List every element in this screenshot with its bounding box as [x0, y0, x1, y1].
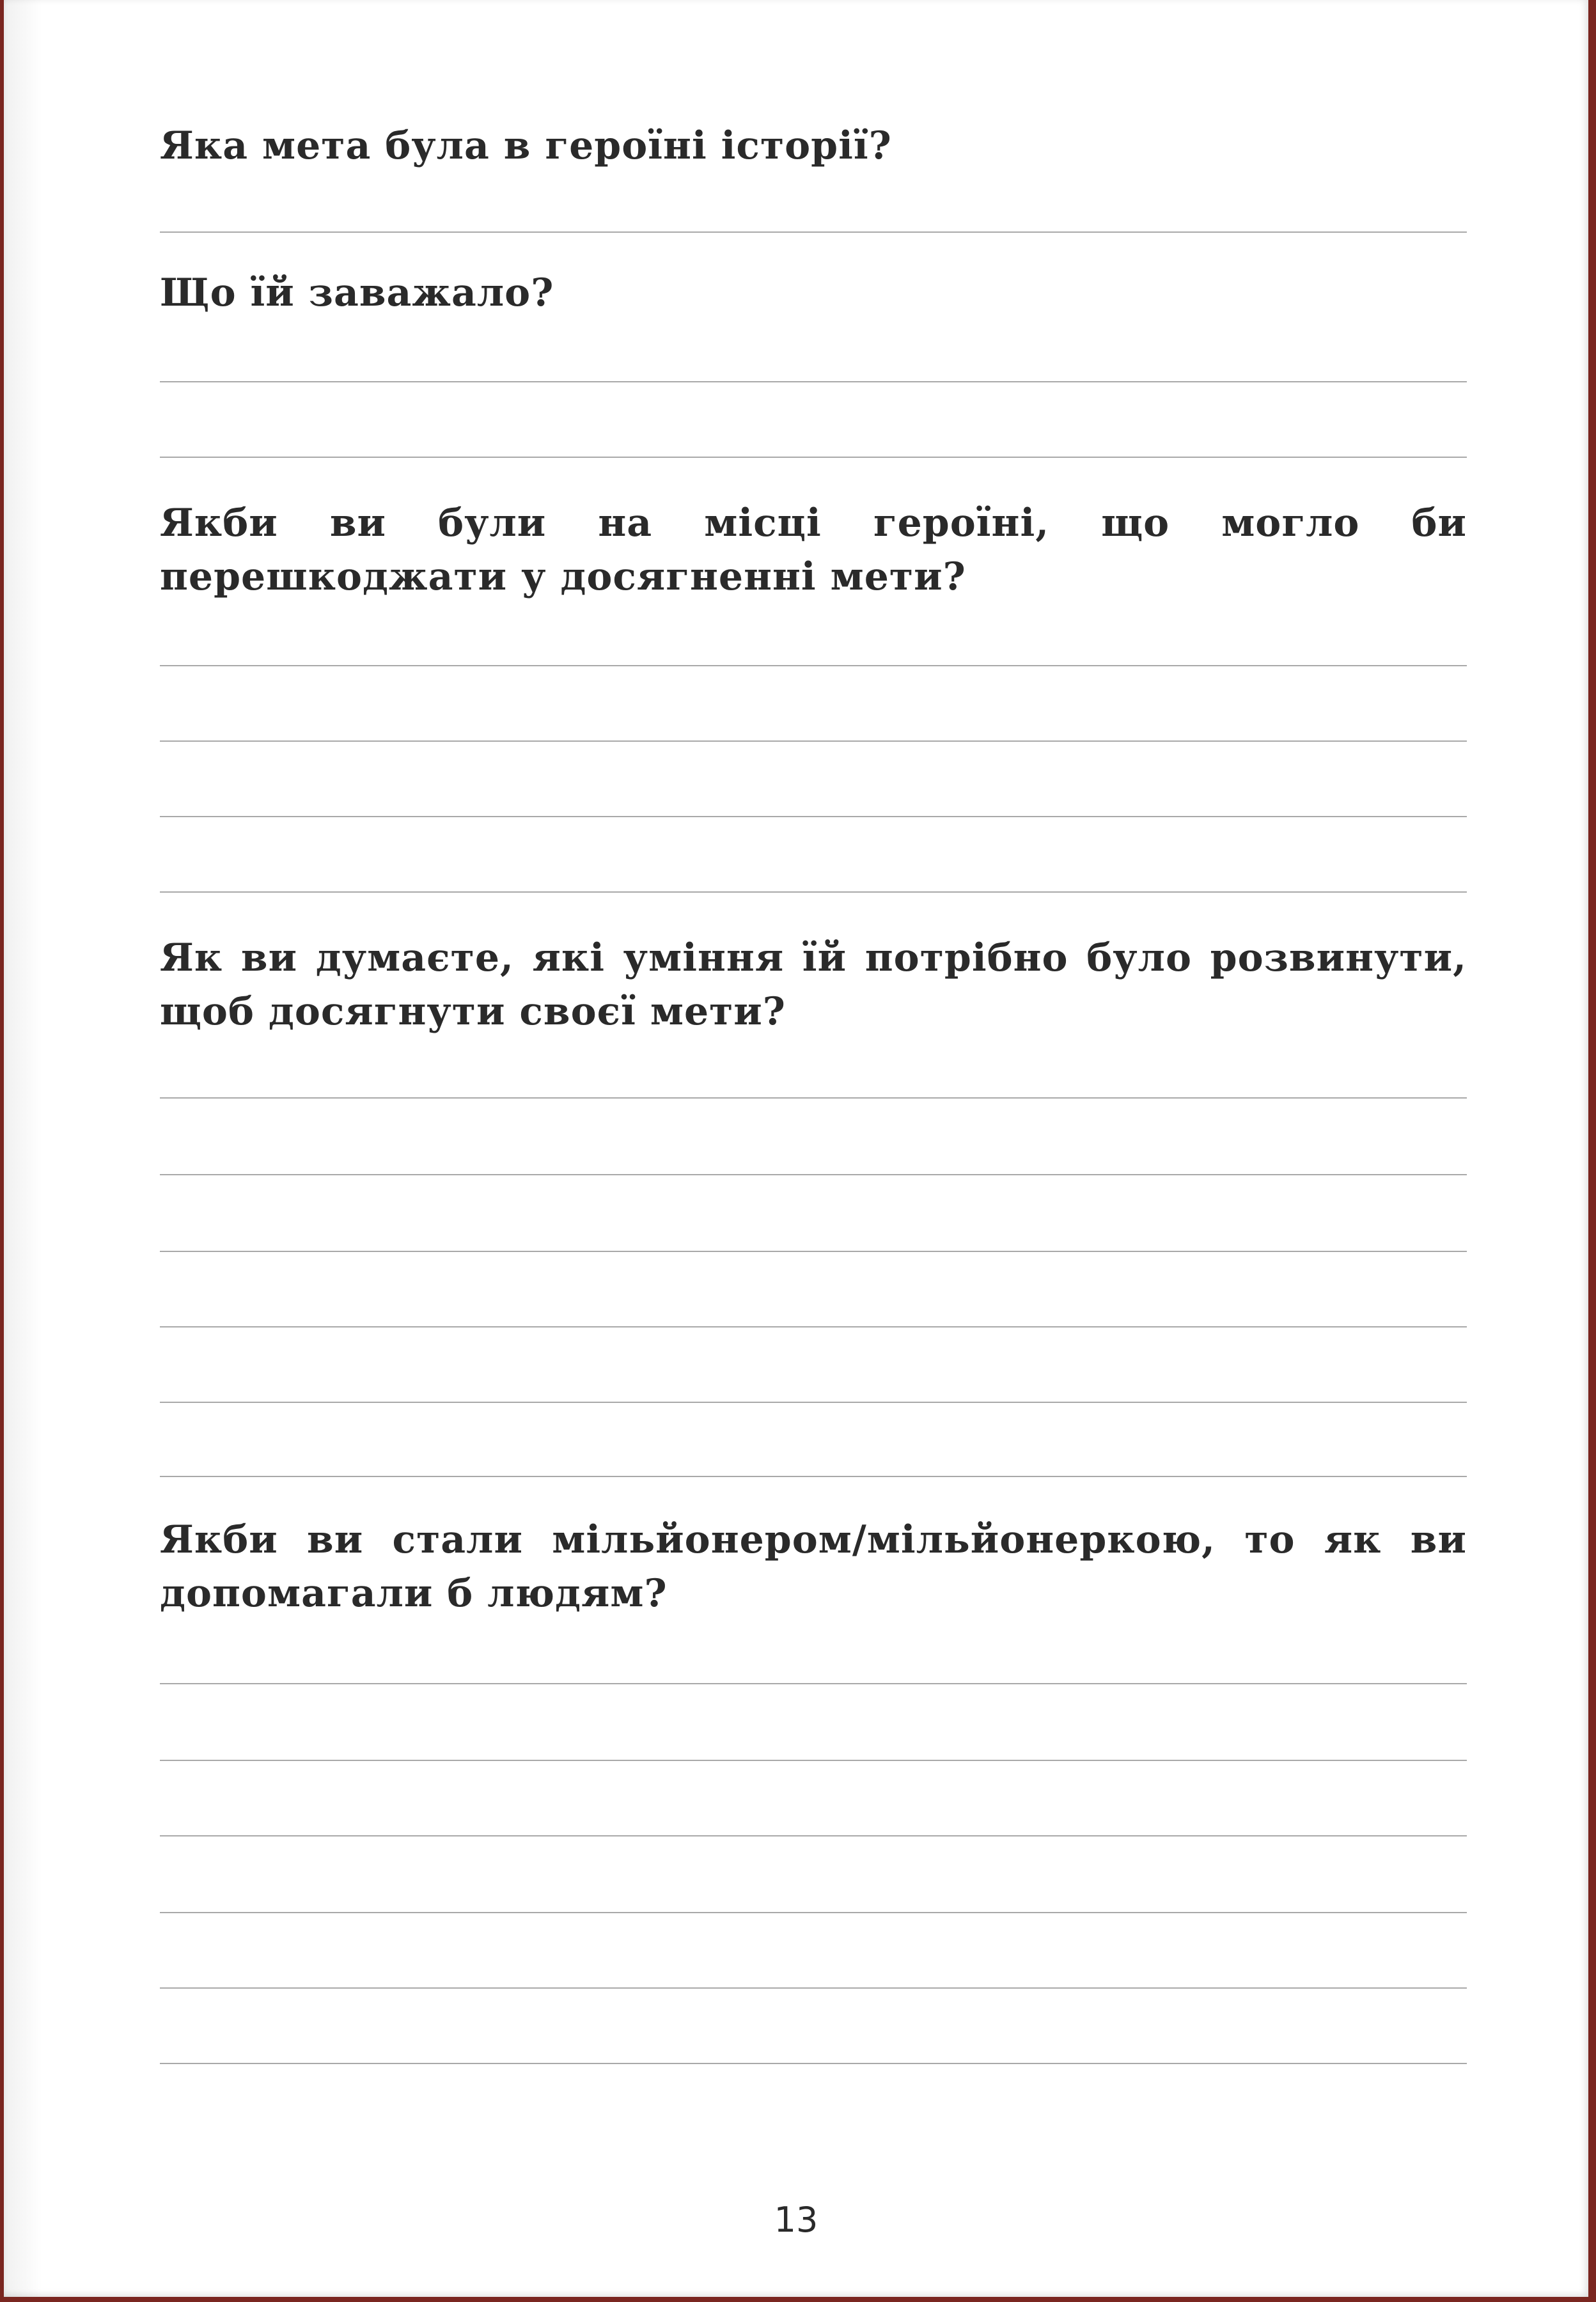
question-4: Як ви думаєте, які уміння їй потрібно було розвинути, щоб досягнути своєї мети? — [160, 936, 1467, 1034]
answer-line — [160, 1174, 1467, 1175]
answer-line — [160, 816, 1467, 817]
answer-line — [160, 2063, 1467, 2064]
answer-line — [160, 1683, 1467, 1684]
answer-line — [160, 891, 1467, 893]
answer-line — [160, 457, 1467, 458]
question-5: Якби ви стали мільйонером/мільйонеркою, то як ви допомагали б людям? — [160, 1517, 1467, 1616]
page-number: 13 — [774, 2200, 818, 2240]
answer-line — [160, 1402, 1467, 1403]
answer-line — [160, 231, 1467, 233]
answer-line — [160, 1835, 1467, 1836]
answer-line — [160, 1760, 1467, 1761]
answer-line — [160, 665, 1467, 666]
question-1: Яка мета була в героїні історії? — [160, 123, 892, 168]
answer-line — [160, 1912, 1467, 1913]
question-2: Що їй заважало? — [160, 270, 554, 315]
answer-line — [160, 740, 1467, 742]
answer-line — [160, 1326, 1467, 1327]
answer-line — [160, 1476, 1467, 1477]
page-content — [4, 0, 1588, 2297]
workbook-page — [4, 0, 1588, 2297]
answer-line — [160, 1097, 1467, 1099]
answer-line — [160, 381, 1467, 382]
question-3: Якби ви були на місці героїні, що могло би перешкоджати у досягненні мети? — [160, 501, 1467, 599]
answer-line — [160, 1987, 1467, 1989]
answer-line — [160, 1251, 1467, 1252]
